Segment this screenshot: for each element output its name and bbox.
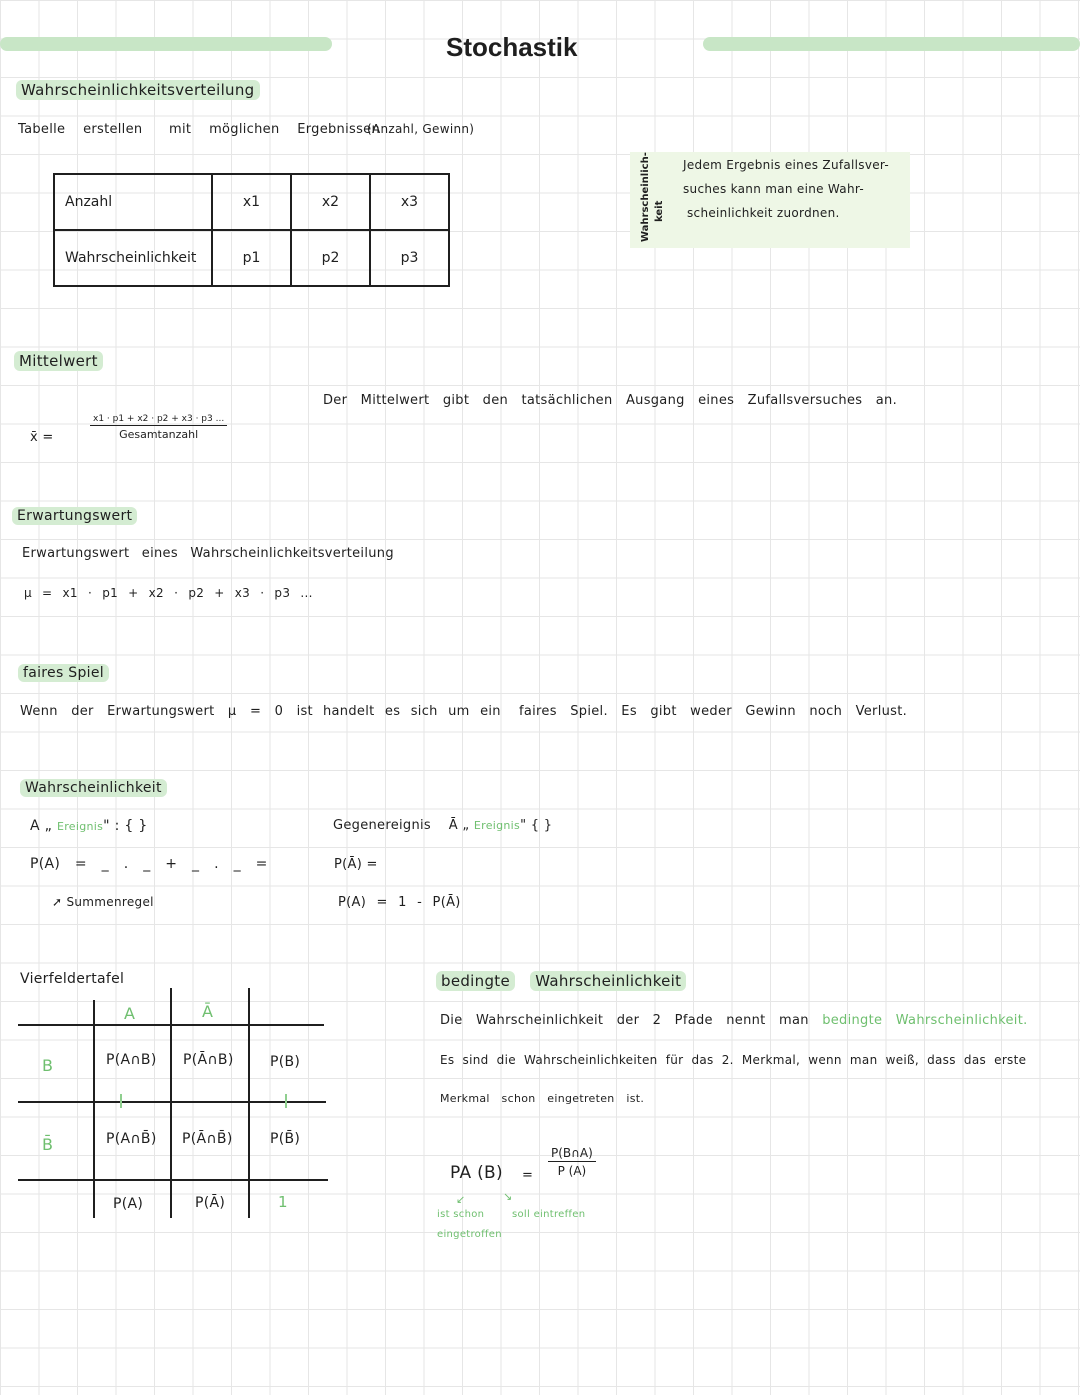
four-field-col-a: A <box>124 1004 136 1023</box>
probability-heading: Wahrscheinlichkeit <box>20 779 167 797</box>
distribution-table <box>53 173 450 287</box>
four-field-cell: P(Ā) <box>195 1195 226 1211</box>
expected-subtitle: Erwartungswert eines Wahrscheinlichkeitsverteilung <box>22 546 394 561</box>
table-cell-p1: p1 <box>212 230 291 286</box>
note-line-3: scheinlichkeit zuordnen. <box>687 206 840 220</box>
conditional-line-1b: bedingte Wahrscheinlichkeit. <box>822 1013 1028 1028</box>
expected-formula: μ = x1 · p1 + x2 · p2 + x3 · p3 ... <box>24 586 313 600</box>
definition-note-side <box>634 152 672 248</box>
counter-pa: P(Ā) = <box>334 857 378 872</box>
counter-event-line <box>333 818 552 833</box>
header-bar-left <box>0 37 332 51</box>
counter-label: Gegenereignis <box>333 818 432 833</box>
plus-line <box>285 1094 287 1108</box>
four-field-cell: P(A∩B) <box>106 1052 157 1068</box>
event-prefix: A „ <box>30 818 53 834</box>
note-given-1: ist schon <box>437 1209 485 1220</box>
divider <box>93 1000 95 1218</box>
distribution-subtitle <box>18 122 380 137</box>
sum-rule-label: Summenregel <box>66 895 154 909</box>
pa-line: P(A) = _ . _ + _ . _ = <box>30 856 268 872</box>
note-side-label-2: keit <box>654 200 665 222</box>
note-line-1: Jedem Ergebnis eines Zufallsver- <box>683 158 890 172</box>
conditional-line-1 <box>440 1013 1028 1028</box>
four-field-cell: P(B) <box>270 1054 301 1070</box>
event-word: Ereignis <box>56 820 104 833</box>
divider <box>18 1179 328 1181</box>
four-field-cell: P(Ā∩B̄) <box>182 1131 233 1147</box>
conditional-heading-b: Wahrscheinlichkeit <box>530 971 686 991</box>
four-field-row-bbar: B̄ <box>42 1135 54 1154</box>
table-cell-x3: x3 <box>370 174 449 230</box>
table-row <box>54 174 449 230</box>
conditional-line-1a: Die Wahrscheinlichkeit der 2 Pfade nennt man <box>440 1013 809 1028</box>
row-label-wahrscheinlichkeit: Wahrscheinlichkeit <box>54 230 212 286</box>
four-field-cell: P(A) <box>113 1196 144 1212</box>
note-given-2: eingetroffen <box>437 1229 502 1240</box>
subtitle-word: Tabelle <box>18 122 66 137</box>
four-field-cell: P(A∩B̄) <box>106 1131 157 1147</box>
mean-denominator: Gesamtanzahl <box>119 428 199 441</box>
table-cell-x2: x2 <box>291 174 370 230</box>
subtitle-word: möglichen <box>209 122 280 137</box>
table-row <box>54 230 449 286</box>
mean-description: Der Mittelwert gibt den tatsächlichen Ausgang eines Zufallsversuches an. <box>323 393 898 408</box>
mean-fraction <box>90 414 227 441</box>
fair-heading: faires Spiel <box>18 664 109 682</box>
note-line-2: suches kann man eine Wahr- <box>683 182 864 196</box>
distribution-heading: Wahrscheinlichkeitsverteilung <box>16 80 260 100</box>
row-label-anzahl: Anzahl <box>54 174 212 230</box>
event-suffix: " : { } <box>103 818 148 834</box>
fair-text-b: handelt es sich um ein <box>323 704 501 719</box>
counter-suffix: " { } <box>520 818 553 833</box>
divider <box>170 988 172 1218</box>
mean-heading: Mittelwert <box>14 351 103 371</box>
counter-word: Ereignis <box>473 819 521 832</box>
mean-numerator: x1 · p1 + x2 · p2 + x3 · p3 ... <box>90 414 227 426</box>
fair-text-c: faires Spiel. Es gibt weder Gewinn noch Verlust. <box>519 704 908 719</box>
conditional-formula-lhs: PA (B) <box>450 1163 503 1183</box>
four-field-row-b: B <box>42 1056 54 1075</box>
event-line <box>30 818 148 834</box>
four-field-cell: P(Ā∩B) <box>183 1052 234 1068</box>
note-target: soll eintreffen <box>512 1209 586 1220</box>
plus-line <box>120 1094 122 1108</box>
conditional-line-3: Merkmal schon eingetreten ist. <box>440 1092 645 1105</box>
conditional-heading-a: bedingte <box>436 971 515 991</box>
four-field-cell: 1 <box>278 1193 288 1211</box>
expected-heading: Erwartungswert <box>12 507 137 525</box>
distribution-subtitle-note: (Anzahl, Gewinn) <box>367 122 475 136</box>
conditional-fraction <box>548 1146 596 1178</box>
note-side-label-1: Wahrscheinlich- <box>640 152 651 242</box>
divider <box>18 1101 326 1103</box>
arrow-given: ↙ <box>456 1193 466 1206</box>
conditional-line-2: Es sind die Wahrscheinlichkeiten für das 2. Merkmal, wenn man weiß, dass das erste <box>440 1053 1027 1067</box>
conditional-denominator: P (A) <box>557 1164 587 1178</box>
subtitle-word: Ergebnissen <box>297 122 380 137</box>
page-title: Stochastik <box>446 32 578 62</box>
table-cell-p2: p2 <box>291 230 370 286</box>
conditional-formula-eq: = <box>522 1168 534 1183</box>
divider <box>248 988 250 1218</box>
four-field-col-abar: Ā <box>202 1002 214 1021</box>
mean-lhs: x̄ = <box>30 430 54 445</box>
conditional-heading <box>436 972 686 990</box>
sum-rule: ➚ Summenregel <box>52 895 154 909</box>
fair-text-a: Wenn der Erwartungswert μ = 0 ist <box>20 704 313 719</box>
conditional-numerator: P(B∩A) <box>548 1146 596 1162</box>
arrow-target: ↘ <box>503 1190 513 1203</box>
subtitle-word: mit <box>169 122 192 137</box>
header-bar-right <box>703 37 1080 51</box>
subtitle-word: erstellen <box>83 122 143 137</box>
four-field-heading: Vierfeldertafel <box>20 971 125 987</box>
four-field-cell: P(B̄) <box>270 1131 301 1147</box>
table-cell-x1: x1 <box>212 174 291 230</box>
counter-prefix: Ā „ <box>448 818 470 833</box>
complement-rule: P(A) = 1 - P(Ā) <box>338 895 461 910</box>
table-cell-p3: p3 <box>370 230 449 286</box>
